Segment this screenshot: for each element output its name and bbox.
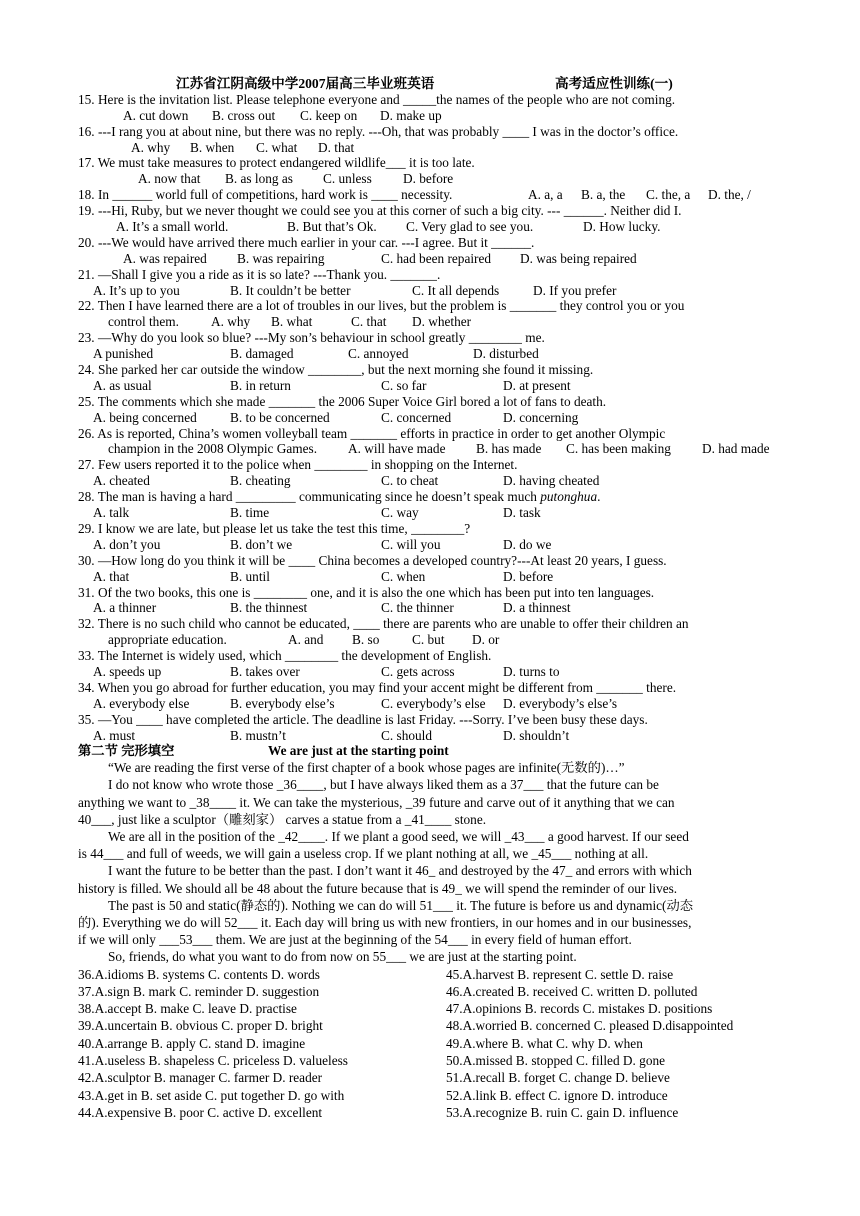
option: D. disturbed: [473, 346, 539, 362]
option: C. that: [351, 314, 387, 330]
q30-stem: 30. —How long do you think it will be ____ China becomes a developed country?---At least 20 years, I guess.: [78, 552, 667, 568]
answer-choice: 49.A.where B. what C. why D. when: [446, 1035, 643, 1051]
passage-line: I do not know who wrote those _36____, but I have always liked them as a 37___ that the future can be: [108, 777, 659, 793]
exam-document: [0, 76, 860, 1121]
option: B. mustn’t: [230, 727, 286, 743]
passage-line: “We are reading the first verse of the first chapter of a book whose pages are infinite(无数的)…”: [108, 760, 625, 776]
option: B. so: [352, 632, 380, 648]
q21-options: [0, 283, 860, 299]
answer-row: [0, 1069, 860, 1086]
answer-row: [0, 1052, 860, 1069]
option: D. make up: [380, 107, 442, 123]
option: B. has made: [476, 441, 542, 457]
option: A. why: [211, 314, 251, 330]
answer-row: [0, 1017, 860, 1034]
option: A. a thinner: [93, 600, 157, 616]
option: D. task: [503, 505, 541, 521]
q23-stem: 23. —Why do you look so blue? ---My son’s behaviour in school greatly ________ me.: [78, 330, 545, 346]
option: A. cheated: [93, 473, 150, 489]
option: D. the, /: [708, 187, 751, 203]
passage-line: So, friends, do what you want to do from now on 55___ we are just at the starting point.: [108, 949, 577, 965]
answer-choice: 44.A.expensive B. poor C. active D. excellent: [78, 1104, 323, 1120]
q31-stem: 31. Of the two books, this one is ________ one, and it is also the one which has been put into ten languages.: [78, 584, 655, 600]
q32-options: appropriate education. A. and B. so C. but D. or: [108, 632, 500, 648]
passage-line: We are all in the position of the _42____. If we plant a good seed, we will _43___ a good harvest. If our seed: [108, 829, 689, 845]
passage-line: is 44___ and full of weeds, we will gain a useless crop. If we plant nothing at all, we _45___ nothing at all.: [78, 846, 649, 862]
title-left: 江苏省江阴高级中学2007届高三毕业班英语: [176, 76, 435, 91]
option: A. must: [93, 727, 136, 743]
q15-options: [0, 108, 860, 124]
q28-stem: 28. The man is having a hard _________ communicating since he doesn’t speak much putonghua.: [78, 489, 601, 505]
option: C. concerned: [381, 409, 452, 425]
option: B. cross out: [212, 107, 276, 123]
option: C. gets across: [381, 663, 455, 679]
option: B. until: [230, 568, 270, 584]
q30-options: [0, 569, 860, 585]
passage-line: I want the future to be better than the past. I don’t want it 46_ and destroyed by the 47_ and errors with which: [108, 863, 692, 879]
option: B. in return: [230, 377, 291, 393]
option: D. whether: [412, 314, 472, 330]
q23-options: [0, 346, 860, 362]
passage-line: 的). Everything we do will 52___ it. Each day will bring us with new frontiers, in our homes and in our businesses,: [78, 914, 692, 930]
answer-choice: 48.A.worried B. concerned C. pleased D.disappointed: [446, 1018, 734, 1034]
q22-stem: 22. Then I have learned there are a lot of troubles in our lives, but the problem is _______ they control you or you: [78, 298, 685, 314]
option: C. the, a: [646, 187, 691, 203]
option: C. to cheat: [381, 473, 439, 489]
passage-line: The past is 50 and static(静态的). Nothing we can do will 51___ it. The future is before us and dynamic(动态: [108, 897, 694, 913]
option: A. being concerned: [93, 409, 197, 425]
option: D. that: [318, 139, 355, 155]
answer-choice: 52.A.link B. effect C. ignore D. introduce: [446, 1087, 668, 1103]
answer-choice: 36.A.idioms B. systems C. contents D. words: [78, 966, 320, 982]
q18-line: 18. In ______ world full of competitions, hard work is ____ necessity. A. a, a B. a, the C. the, a D. the, /: [78, 187, 751, 203]
answer-choice: 46.A.created B. received C. written D. polluted: [446, 983, 698, 999]
option: A. now that: [138, 171, 201, 187]
q29-options: [0, 537, 860, 553]
q32-stem: 32. There is no such child who cannot be educated, ____ there are parents who are unable to offer their children an: [78, 616, 689, 632]
option: A. speeds up: [93, 663, 162, 679]
q34-stem: 34. When you go abroad for further education, you may find your accent might be different from _______ there.: [78, 679, 677, 695]
section-label: 第二节 完形填空: [78, 743, 175, 759]
q22-options: control them. A. why B. what C. that D. whether: [108, 314, 472, 330]
q20-options: [0, 251, 860, 267]
option: B. a, the: [581, 187, 626, 203]
passage-line: if we will only ___53___ them. We are just at the beginning of the 54___ in every field of human effort.: [78, 932, 632, 948]
q20-stem: 20. ---We would have arrived there much earlier in your car. ---I agree. But it ______.: [78, 234, 535, 250]
option: A. everybody else: [93, 695, 190, 711]
q25-stem: 25. The comments which she made _______ the 2006 Super Voice Girl bored a lot of fans to death.: [78, 393, 607, 409]
answer-choice: 41.A.useless B. shapeless C. priceless D. valueless: [78, 1053, 348, 1069]
answer-choice: 51.A.recall B. forget C. change D. believe: [446, 1070, 670, 1086]
option: C. so far: [381, 377, 427, 393]
passage-line: anything we want to _38____ it. We can take the mysterious, _39 future and carve out of it anything that we can: [78, 794, 675, 810]
option: A. It’s up to you: [93, 282, 180, 298]
option: C. everybody’s else: [381, 695, 486, 711]
answer-choice: 47.A.opinions B. records C. mistakes D. positions: [446, 1001, 713, 1017]
option: B. don’t we: [230, 536, 293, 552]
q35-stem: 35. —You ____ have completed the article. The deadline is last Friday. ---Sorry. I’ve been busy these days.: [78, 711, 648, 727]
option: C. had been repaired: [381, 250, 492, 266]
passage-title: We are just at the starting point: [268, 743, 449, 759]
option: D. before: [403, 171, 454, 187]
answer-choice: 37.A.sign B. mark C. reminder D. suggestion: [78, 983, 320, 999]
q25-options: [0, 410, 860, 426]
title-right: 高考适应性训练(一): [555, 76, 673, 91]
option: A. why: [131, 139, 171, 155]
option: C. unless: [323, 171, 372, 187]
answer-row: [0, 1087, 860, 1104]
q33-options: [0, 664, 860, 680]
q19-options: [0, 219, 860, 235]
q28-options: [0, 505, 860, 521]
answer-row: [0, 1104, 860, 1121]
q16-stem: 16. ---I rang you at about nine, but there was no reply. ---Oh, that was probably ____ I was in the doctor’s office.: [78, 123, 679, 139]
option: A. cut down: [123, 107, 189, 123]
q27-stem: 27. Few users reported it to the police when ________ in shopping on the Internet.: [78, 457, 518, 473]
option: C. has been making: [566, 441, 671, 457]
q29-stem: 29. I know we are late, but please let us take the test this time, ________?: [78, 520, 471, 536]
option: D. or: [472, 632, 500, 648]
answer-row: [0, 983, 860, 1000]
option: D. at present: [503, 377, 571, 393]
answer-choice: 38.A.accept B. make C. leave D. practise: [78, 1001, 297, 1017]
answer-choice: 45.A.harvest B. represent C. settle D. raise: [446, 966, 674, 982]
section-heading: [0, 743, 860, 759]
option: D. was being repaired: [520, 250, 637, 266]
page-title: [0, 76, 860, 92]
option: C. the thinner: [381, 600, 454, 616]
option: A. will have made: [348, 441, 446, 457]
option: B. was repairing: [237, 250, 325, 266]
option: B. But that’s Ok.: [287, 219, 377, 235]
answer-choice: 53.A.recognize B. ruin C. gain D. influence: [446, 1104, 679, 1120]
option: C. keep on: [300, 107, 358, 123]
answer-row: [0, 1035, 860, 1052]
option: A. It’s a small world.: [116, 219, 229, 235]
option: A. and: [288, 632, 324, 648]
option: B. It couldn’t be better: [230, 282, 351, 298]
option: C. It all depends: [412, 282, 500, 298]
q21-stem: 21. —Shall I give you a ride as it is so late? ---Thank you. _______.: [78, 266, 441, 282]
option: D. shouldn’t: [503, 727, 570, 743]
answer-choice: 39.A.uncertain B. obvious C. proper D. bright: [78, 1018, 323, 1034]
option: C. Very glad to see you.: [406, 219, 534, 235]
option: A. was repaired: [123, 250, 207, 266]
q35-options: [0, 728, 860, 744]
answer-choice: 50.A.missed B. stopped C. filled D. gone: [446, 1053, 666, 1069]
option: D. How lucky.: [583, 219, 661, 235]
option: B. when: [190, 139, 235, 155]
option: A. a, a: [528, 187, 563, 203]
option: D. do we: [503, 536, 552, 552]
option: D. a thinnest: [503, 600, 571, 616]
q24-stem: 24. She parked her car outside the window ________, but the next morning she found it missing.: [78, 362, 594, 378]
option: A. talk: [93, 505, 130, 521]
option: B. time: [230, 505, 270, 521]
option: A. that: [93, 568, 130, 584]
option: B. the thinnest: [230, 600, 308, 616]
option: A. as usual: [93, 377, 152, 393]
option: D. had made: [702, 441, 770, 457]
option: D. before: [503, 568, 554, 584]
option: C. when: [381, 568, 426, 584]
q17-stem: 17. We must take measures to protect endangered wildlife___ it is too late.: [78, 155, 475, 171]
q15-stem: 15. Here is the invitation list. Please telephone everyone and _____the names of the people who are not coming.: [78, 91, 676, 107]
answer-row: [0, 966, 860, 983]
answer-row: [0, 1000, 860, 1017]
q19-stem: 19. ---Hi, Ruby, but we never thought we could see you at this corner of such a big city. --- ______. Neither did I.: [78, 203, 682, 219]
option: C. way: [381, 505, 419, 521]
option: B. damaged: [230, 346, 294, 362]
answer-choice: 40.A.arrange B. apply C. stand D. imagine: [78, 1035, 306, 1051]
option: D. having cheated: [503, 473, 600, 489]
passage-line: 40___, just like a sculptor（雕刻家） carves a statue from a _41____ stone.: [78, 811, 487, 827]
option: B. everybody else’s: [230, 695, 335, 711]
q17-options: [0, 171, 860, 187]
q34-options: [0, 696, 860, 712]
option: C. annoyed: [348, 346, 409, 362]
option: B. cheating: [230, 473, 291, 489]
option: C. but: [412, 632, 445, 648]
option: B. to be concerned: [230, 409, 330, 425]
option: B. what: [271, 314, 313, 330]
passage-line: history is filled. We should all be 48 about the future because that is 49_ we will spend the reminder of our lives.: [78, 880, 678, 896]
option: B. as long as: [225, 171, 293, 187]
q26-stem: 26. As is reported, China’s women volleyball team _______ efforts in practice in order to get another Olympic: [78, 425, 666, 441]
q33-stem: 33. The Internet is widely used, which ________ the development of English.: [78, 648, 492, 664]
q26-options: champion in the 2008 Olympic Games. A. will have made B. has made C. has been making D. had made: [108, 441, 770, 457]
option: A punished: [93, 346, 154, 362]
answer-choice: 42.A.sculptor B. manager C. farmer D. reader: [78, 1070, 323, 1086]
option: D. If you prefer: [533, 282, 617, 298]
option: D. turns to: [503, 663, 560, 679]
option: C. should: [381, 727, 432, 743]
q24-options: [0, 378, 860, 394]
option: B. takes over: [230, 663, 300, 679]
option: D. concerning: [503, 409, 579, 425]
q16-options: [0, 140, 860, 156]
option: C. will you: [381, 536, 441, 552]
q31-options: [0, 600, 860, 616]
option: A. don’t you: [93, 536, 161, 552]
answer-choice: 43.A.get in B. set aside C. put together D. go with: [78, 1087, 345, 1103]
option: C. what: [256, 139, 298, 155]
option: D. everybody’s else’s: [503, 695, 618, 711]
q27-options: [0, 473, 860, 489]
